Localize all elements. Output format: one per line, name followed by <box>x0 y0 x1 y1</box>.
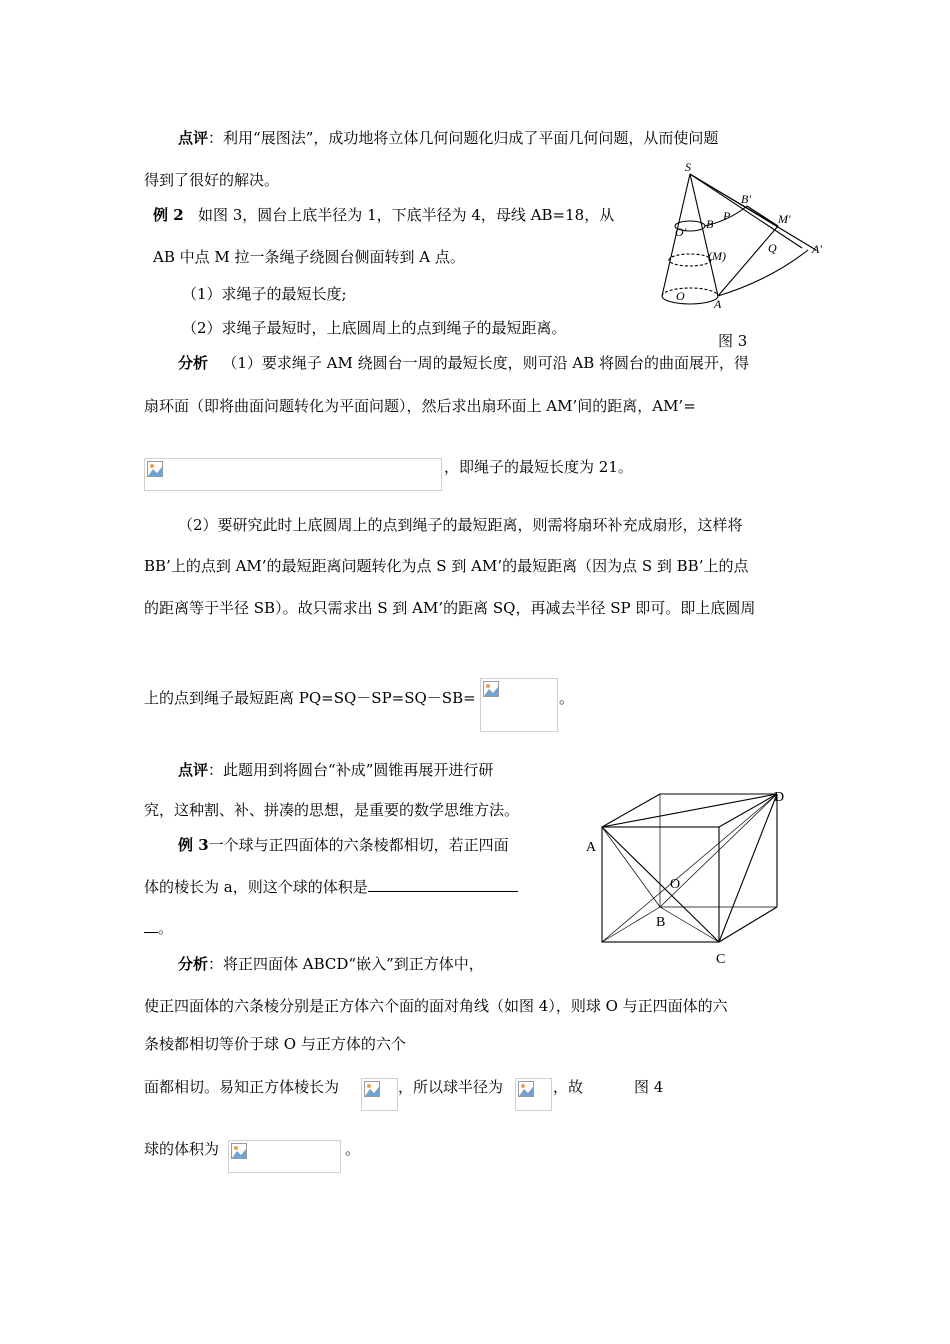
answer-blank <box>368 877 518 892</box>
fig3-label-P: P <box>723 209 731 223</box>
question-1: （1）求绳子的最短长度; <box>182 285 347 303</box>
example-3-line-2: 体的棱长为 a，则这个球的体积是 <box>144 877 518 897</box>
fig3-label-A: A <box>714 297 722 311</box>
analysis-2-period: 。 <box>559 689 575 707</box>
fig4-label-D: D <box>774 790 785 805</box>
broken-image-icon <box>518 1081 534 1097</box>
analysis-3-line-5a: 球的体积为 <box>144 1140 220 1158</box>
analysis-2-line-2: BB’上的点到 AM’的最短距离问题转化为点 S 到 AM’的最短距离（因为点 S 到 BB’上的点 <box>144 557 749 575</box>
analysis-1-line-3: ，即绳子的最短长度为 21。 <box>444 458 633 476</box>
analysis-2-line-3: 的距离等于半径 SB）。故只需求出 S 到 AM’的距离 SQ，再减去半径 SP 即可。即上底圆周 <box>144 599 756 617</box>
analysis-3-line-4c: ，故 <box>553 1078 584 1096</box>
fig3-label-M: (M) <box>708 249 726 263</box>
analysis-3-line-4b: ，所以球半径为 <box>398 1078 504 1096</box>
formula-image-edge <box>361 1078 398 1111</box>
analysis-3-line-1: 分析：将正四面体 ABCD“嵌入”到正方体中， <box>178 955 484 973</box>
formula-image-pq <box>480 678 558 732</box>
fig3-label-M-prime: M' <box>778 212 791 226</box>
fig3-label-O: O <box>676 289 685 303</box>
example-2-line-1: 例 2 如图 3，圆台上底半径为 1，下底半径为 4，母线 AB=18，从 <box>153 206 615 224</box>
broken-image-icon <box>147 461 163 477</box>
fig4-label-C: C <box>716 952 726 967</box>
fig4-label-B: B <box>656 915 666 930</box>
review-label: 点评 <box>178 129 209 147</box>
fig3-label-O-prime: O' <box>675 225 687 239</box>
example-label: 例 3 <box>178 836 209 854</box>
fig3-label-A-prime: A' <box>812 242 822 256</box>
analysis-label: 分析 <box>178 354 209 372</box>
figure-4-cube-diagram <box>582 782 792 972</box>
fig3-label-Q: Q <box>768 241 777 255</box>
fig4-label-A: A <box>586 840 597 855</box>
broken-image-icon <box>364 1081 380 1097</box>
analysis-2-line-1: （2）要研究此时上底圆周上的点到绳子的最短距离，则需将扇环补充成扇形，这样将 <box>178 516 743 534</box>
analysis-3-period: 。 <box>345 1140 361 1158</box>
figure-3-frustum-diagram <box>650 160 830 330</box>
analysis-3-line-3: 条棱都相切等价于球 O 与正方体的六个 <box>144 1035 406 1053</box>
fig4-label-O: O <box>670 877 681 892</box>
review-1-line-2: 得到了很好的解决。 <box>144 171 280 189</box>
review-2-line-1: 点评：此题用到将圆台“补成”圆锥再展开进行研 <box>178 761 494 779</box>
fig3-label-B: B <box>706 217 714 231</box>
example-3-line-3: 。 <box>144 918 173 938</box>
question-2: （2）求绳子最短时，上底圆周上的点到绳子的最短距离。 <box>182 319 567 337</box>
fig3-label-B-prime: B' <box>741 192 751 206</box>
example-3-line-1: 例 3一个球与正四面体的六条棱都相切，若正四面 <box>178 836 509 854</box>
review-2-line-2: 究，这种割、补、拼凑的思想，是重要的数学思维方法。 <box>144 801 520 819</box>
formula-image-volume <box>228 1140 341 1173</box>
analysis-3-line-4a: 面都相切。易知正方体棱长为 <box>144 1078 340 1096</box>
review-1-line-1: 点评：利用“展图法”，成功地将立体几何问题化归成了平面几何问题，从而使问题 <box>178 129 719 147</box>
fig3-label-S: S <box>685 160 691 174</box>
figure-3-caption: 图 3 <box>718 332 748 350</box>
broken-image-icon <box>483 681 499 697</box>
analysis-1-line-2: 扇环面（即将曲面问题转化为平面问题），然后求出扇环面上 AM’间的距离，AM’= <box>144 397 696 415</box>
formula-image-am <box>144 458 442 491</box>
analysis-2-line-4: 上的点到绳子最短距离 PQ=SQ－SP=SQ－SB= <box>144 689 476 707</box>
analysis-3-line-2: 使正四面体的六条棱分别是正方体六个面的面对角线（如图 4），则球 O 与正四面体的六 <box>144 997 728 1015</box>
example-label: 例 2 <box>153 206 184 224</box>
broken-image-icon <box>231 1143 247 1159</box>
review-label: 点评 <box>178 761 209 779</box>
example-2-line-2: AB 中点 M 拉一条绳子绕圆台侧面转到 A 点。 <box>153 248 465 266</box>
figure-4-caption: 图 4 <box>634 1078 664 1096</box>
analysis-1-line-1: 分析 （1）要求绳子 AM 绕圆台一周的最短长度，则可沿 AB 将圆台的曲面展开，得 <box>178 354 749 372</box>
analysis-label: 分析 <box>178 955 209 973</box>
answer-blank-tail <box>144 918 158 933</box>
formula-image-radius <box>515 1078 552 1111</box>
